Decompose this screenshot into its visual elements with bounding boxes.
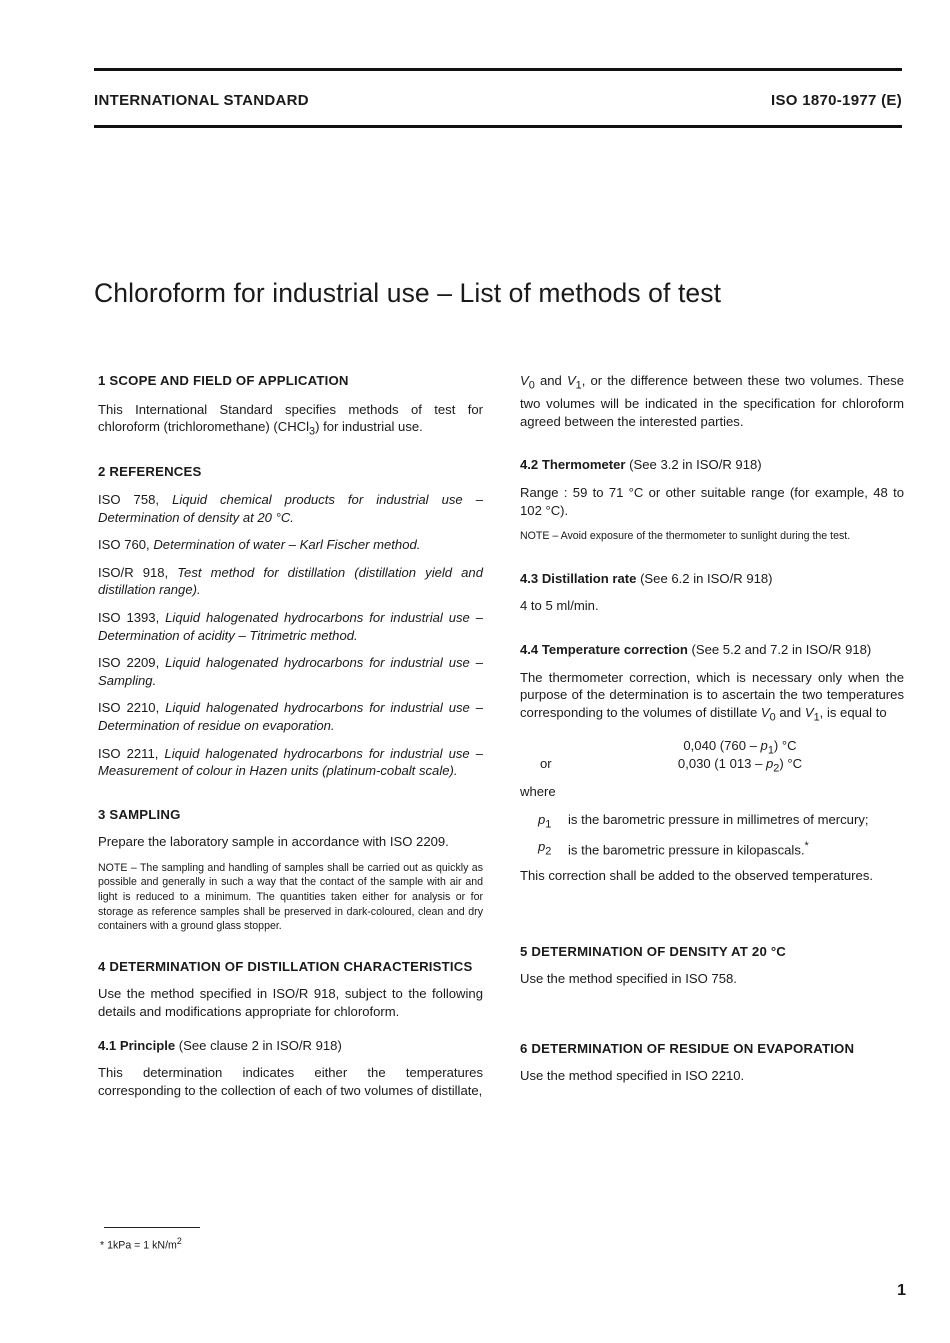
- var-v: V: [760, 704, 770, 720]
- eq1-a: 0,040 (760 –: [683, 737, 761, 753]
- sub-0: 0: [528, 379, 535, 392]
- section-1-heading: 1 SCOPE AND FIELD OF APPLICATION: [98, 373, 349, 388]
- correction-equations: [520, 737, 904, 773]
- subsection-4-2-number: 4.2: [520, 457, 542, 473]
- def1-p: p: [538, 811, 546, 827]
- reference-item: [98, 699, 483, 734]
- subsection-4-4-label: Temperature correction: [541, 641, 688, 657]
- subsection-4-1-label: Principle: [119, 1037, 176, 1053]
- reference-item: [98, 609, 483, 644]
- footnote-sup: 2: [176, 1236, 182, 1246]
- page-number: 1: [897, 1282, 906, 1299]
- eq2-b: ) °C: [779, 755, 803, 771]
- subsection-4-2-text: Range : 59 to 71 °C or other suitable range (for example, 48 to 102 °C).: [520, 484, 904, 518]
- correction-closing-text: This correction shall be added to the observed temperatures.: [520, 868, 874, 884]
- references-list: [98, 491, 483, 780]
- reference-item: [98, 654, 483, 689]
- subsection-4-2-heading: [520, 456, 904, 474]
- section-4-text: Use the method specified in ISO/R 918, subject to the following details and modifications appropriate for chloroform.: [98, 986, 483, 1020]
- subsection-4-4-text: [520, 669, 904, 727]
- section-3-text: Prepare the laboratory sample in accordance with ISO 2209.: [98, 834, 449, 850]
- eq2-sub: 2: [773, 762, 780, 775]
- ref-title: Liquid chemical products for industrial use – Determination of density at 20 °C.: [98, 491, 483, 525]
- right-column: [520, 372, 904, 1085]
- subsection-4-2-label: Thermometer: [541, 457, 626, 473]
- eq1-sub: 1: [767, 744, 774, 757]
- subsection-4-4-heading: [520, 641, 904, 659]
- def1-text: is the barometric pressure in millimetres of mercury;: [568, 811, 869, 827]
- eq1-p: p: [760, 737, 768, 753]
- subsection-4-4-ref: (See 5.2 and 7.2 in ISO/R 918): [687, 641, 872, 657]
- section-3-note: NOTE – The sampling and handling of samples shall be carried out as quickly as possible and generally in such a way that the contact of the sample with air and light is reduced to a minimum. The quantities taken either for analysis or for storage as reference samples shall be preserved in dark-coloured, clean and dry containers with a ground glass stopper.: [98, 861, 483, 933]
- subsection-4-3-text: 4 to 5 ml/min.: [520, 598, 599, 614]
- left-column: [98, 372, 483, 1099]
- section-1-text: [98, 401, 483, 442]
- s44-text-b: , is equal to: [819, 704, 887, 720]
- s41-and: and: [534, 373, 567, 388]
- footnote-rule: [104, 1227, 200, 1228]
- definition-p1: [520, 811, 904, 829]
- section-6-text: Use the method specified in ISO 2210.: [520, 1068, 745, 1084]
- ref-title: Liquid halogenated hydrocarbons for industrial use – Determination of acidity – Titrimetric method.: [98, 609, 483, 643]
- ref-code: ISO 2210,: [98, 700, 166, 716]
- subsection-4-1-heading: [98, 1037, 483, 1055]
- s1-text-b: ) for industrial use.: [315, 419, 423, 435]
- ref-title: Liquid halogenated hydrocarbons for industrial use – Determination of residue on evaporation.: [98, 700, 483, 733]
- def1-symbol: [538, 811, 551, 834]
- s44-text-a: The thermometer correction, which is necessary only when the purpose of the determination is to ascertain the two temperatures corresponding to the volumes of distillate: [520, 669, 904, 720]
- def2-text: is the barometric pressure in kilopascals.: [568, 842, 805, 858]
- document-title: Chloroform for industrial use – List of methods of test: [94, 278, 722, 308]
- ref-code: ISO/R 918,: [98, 564, 178, 580]
- var-v: V: [804, 704, 814, 720]
- subsection-4-2-ref: (See 3.2 in ISO/R 918): [625, 457, 762, 473]
- sub-1: 1: [575, 379, 582, 392]
- def2-p: p: [538, 839, 546, 855]
- where-label: where: [520, 783, 556, 799]
- subsection-4-1-text: [98, 1064, 483, 1099]
- definition-p2: [520, 838, 904, 859]
- s44-and: and: [775, 704, 805, 720]
- section-5-text: Use the method specified in ISO 758.: [520, 971, 737, 987]
- section-6-heading: 6 DETERMINATION OF RESIDUE ON EVAPORATION: [520, 1040, 855, 1056]
- header-top-rule: [94, 68, 902, 71]
- ref-title: Determination of water – Karl Fischer method.: [153, 537, 421, 553]
- subsection-4-3-ref: (See 6.2 in ISO/R 918): [636, 570, 773, 586]
- def2-symbol: [538, 838, 551, 861]
- subsection-4-1-text-continued: [520, 372, 904, 430]
- header-document-code: ISO 1870-1977 (E): [770, 92, 902, 109]
- section-5-heading: 5 DETERMINATION OF DENSITY AT 20 °C: [520, 943, 787, 959]
- equation-2: [520, 755, 904, 773]
- section-2-heading: 2 REFERENCES: [98, 464, 202, 480]
- s1-text-a: This International Standard specifies methods of test for chloroform (trichloromethane) (CHCl: [98, 401, 483, 435]
- equation-or-label: or: [540, 755, 552, 771]
- def1-sub: 1: [545, 818, 552, 831]
- def2-footnote-mark: *: [804, 840, 809, 853]
- sub-0: 0: [769, 711, 776, 724]
- subsection-4-3-heading: [520, 570, 904, 588]
- eq1-b: ) °C: [773, 737, 797, 753]
- header-standard-label: INTERNATIONAL STANDARD: [94, 92, 309, 109]
- reference-item: [98, 564, 483, 599]
- ref-code: ISO 2209,: [98, 655, 166, 671]
- subsection-4-1-number: 4.1: [98, 1037, 120, 1053]
- s1-sub: 3: [309, 425, 316, 438]
- var-v: V: [520, 373, 529, 388]
- ref-code: ISO 758,: [98, 491, 173, 507]
- reference-item: [98, 491, 483, 526]
- subsection-4-3-label: Distillation rate: [541, 570, 637, 586]
- equation-1: [520, 737, 904, 755]
- section-3-heading: 3 SAMPLING: [98, 806, 181, 822]
- section-4-heading: 4 DETERMINATION OF DISTILLATION CHARACTERISTICS: [98, 958, 473, 974]
- ref-title: Test method for distillation (distillation yield and distillation range).: [98, 564, 483, 598]
- header-bottom-rule: [94, 125, 902, 128]
- ref-title: Liquid halogenated hydrocarbons for industrial use – Measurement of colour in Hazen units (platinum-cobalt scale).: [98, 745, 483, 779]
- footnote-text: * 1kPa = 1 kN/m: [100, 1239, 177, 1252]
- equation-2-expression: [640, 755, 840, 778]
- s41-text-b: , or the difference between these two volumes. These two volumes will be indicated in the specification for chloroform agreed between the interested parties.: [520, 373, 905, 429]
- ref-code: ISO 760,: [98, 537, 154, 553]
- eq2-p: p: [766, 755, 774, 771]
- ref-code: ISO 2211,: [98, 745, 165, 761]
- reference-item: [98, 745, 483, 780]
- subsection-4-2-note: NOTE – Avoid exposure of the thermometer to sunlight during the test.: [520, 530, 851, 543]
- footnote: [100, 1236, 182, 1252]
- s41-text-a: This determination indicates either the temperatures corresponding to the collection of each of two volumes of distillate,: [98, 1065, 483, 1098]
- sub-1: 1: [813, 711, 820, 724]
- subsection-4-3-number: 4.3: [520, 570, 542, 586]
- subsection-4-1-ref: (See clause 2 in ISO/R 918): [175, 1037, 342, 1053]
- var-v: V: [566, 373, 576, 388]
- ref-title: Liquid halogenated hydrocarbons for industrial use – Sampling.: [98, 655, 483, 688]
- subsection-4-4-number: 4.4: [520, 641, 542, 657]
- eq2-a: 0,030 (1 013 –: [677, 755, 766, 771]
- ref-code: ISO 1393,: [98, 609, 166, 625]
- reference-item: [98, 536, 483, 554]
- def2-sub: 2: [545, 845, 552, 858]
